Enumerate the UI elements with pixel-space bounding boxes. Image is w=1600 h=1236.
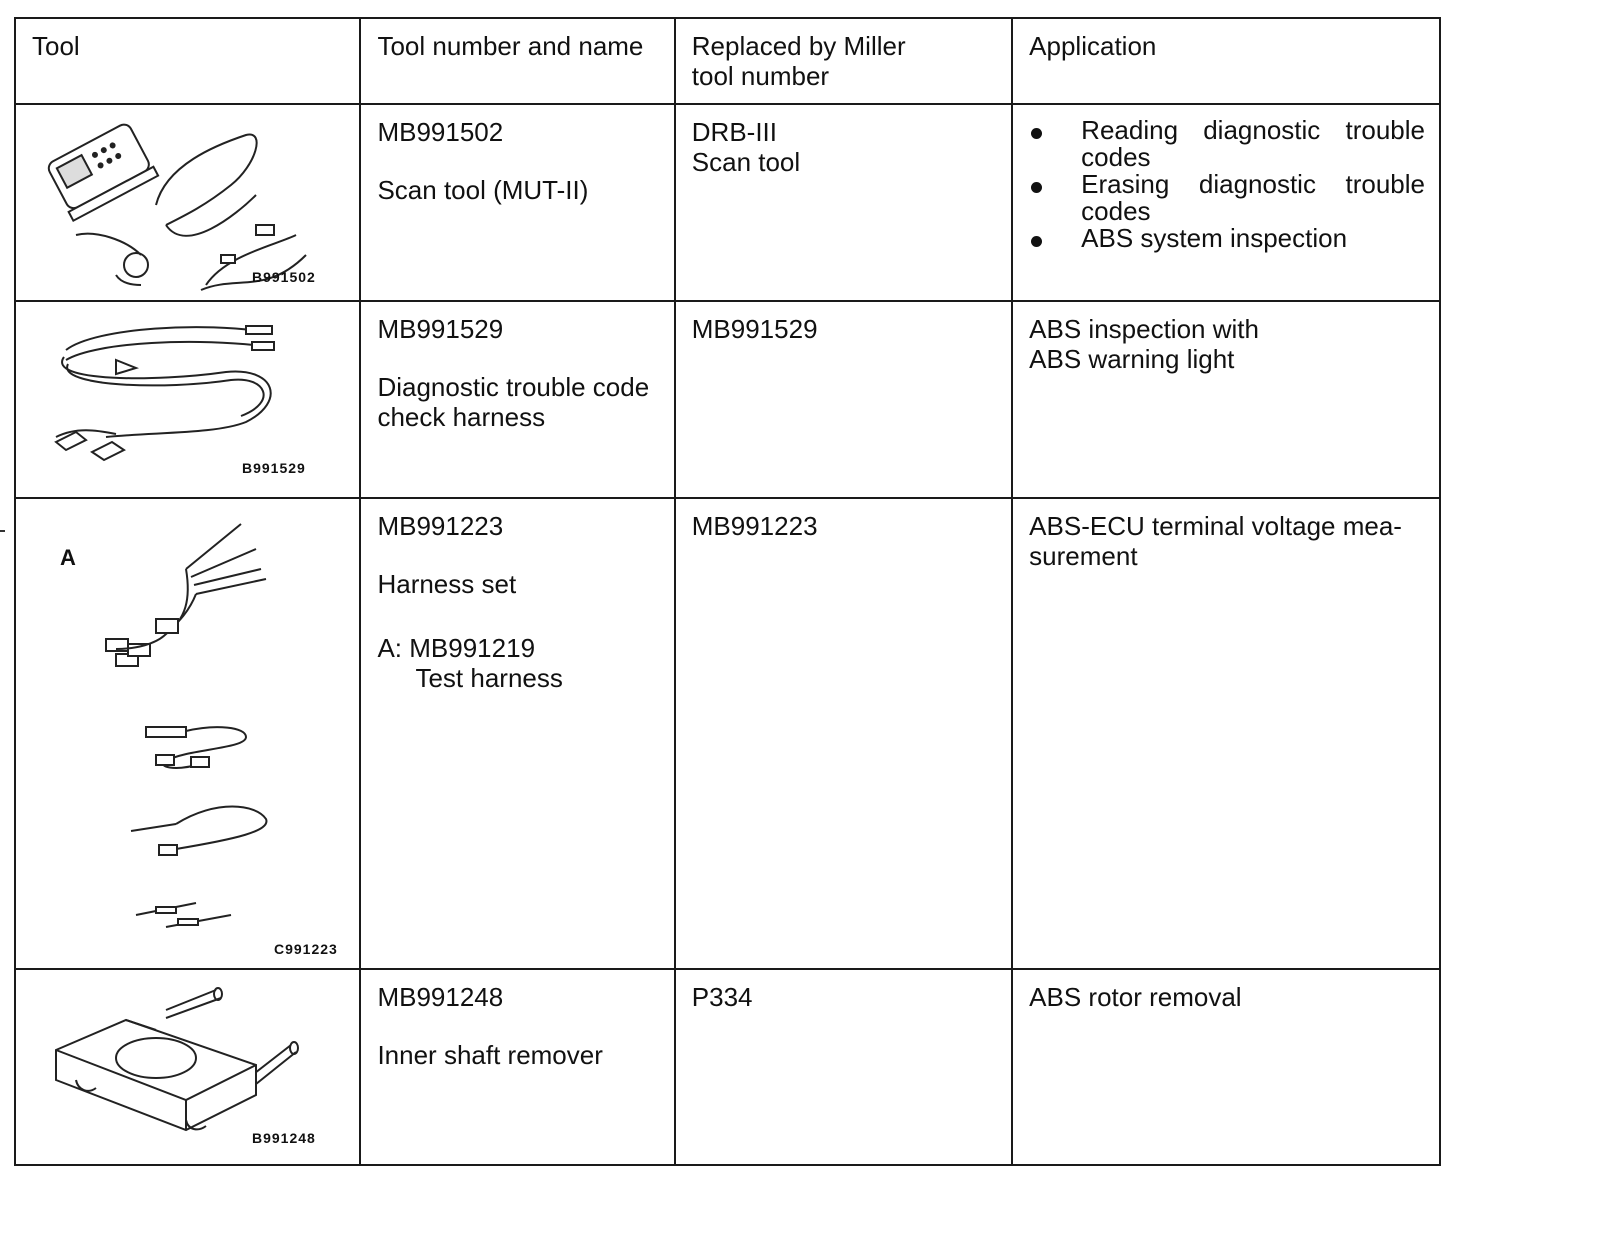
tool-image-code: C991223 — [274, 941, 338, 957]
replaced-line-2: Scan tool — [691, 147, 801, 177]
tool-number-cell — [360, 498, 674, 969]
application-cell — [1012, 301, 1440, 498]
application-line-1: ABS-ECU terminal voltage mea- — [1029, 511, 1402, 541]
tool-name: Harness set — [377, 569, 517, 599]
special-tools-table — [14, 17, 1441, 1166]
margin-tick — [0, 530, 5, 532]
list-item: Reading diagnostic trouble codes — [1029, 117, 1425, 171]
tool-name-line-2: check harness — [377, 402, 546, 432]
replaced-tool-number: MB991223 — [691, 511, 818, 541]
replaced-line-1: DRB-III — [691, 117, 777, 147]
header-replaced-line-2: tool number — [691, 61, 830, 91]
tool-image-cell — [15, 104, 360, 301]
image-part-label: A — [60, 545, 77, 570]
replaced-by-cell — [675, 104, 1012, 301]
table-row — [15, 498, 1440, 969]
tool-image-code: B991529 — [242, 460, 306, 476]
header-replaced-line-1: Replaced by Miller — [691, 31, 906, 61]
application-cell — [1012, 969, 1440, 1165]
replaced-by-cell — [675, 498, 1012, 969]
header-tool-number-and-name: Tool number and name — [360, 18, 674, 104]
tool-name: Scan tool (MUT-II) — [377, 175, 589, 205]
sub-item-name: Test harness — [415, 663, 563, 693]
list-item: ABS system inspection — [1029, 225, 1425, 252]
header-replaced-by-miller — [675, 18, 1012, 104]
tool-number: MB991529 — [377, 314, 504, 344]
tool-image-cell — [15, 969, 360, 1165]
application-line-2: surement — [1029, 541, 1138, 571]
tool-name: Inner shaft remover — [377, 1040, 603, 1070]
application-cell — [1012, 498, 1440, 969]
harness-set-illustration — [16, 499, 360, 968]
tool-number-cell — [360, 104, 674, 301]
application-cell — [1012, 104, 1440, 301]
tool-image-cell — [15, 301, 360, 498]
sub-item — [377, 633, 659, 663]
header-tool: Tool — [15, 18, 360, 104]
bullet-dot — [1031, 236, 1042, 247]
replaced-tool-number: P334 — [691, 982, 753, 1012]
bullet-dot — [1031, 128, 1042, 139]
tool-number-cell — [360, 969, 674, 1165]
list-item: Erasing diagnostic trouble codes — [1029, 171, 1425, 225]
replaced-tool-number: MB991529 — [691, 314, 818, 344]
tool-image-code: B991248 — [252, 1130, 316, 1146]
replaced-by-cell — [675, 969, 1012, 1165]
tool-number: MB991223 — [377, 511, 504, 541]
tool-name-line-1: Diagnostic trouble code — [377, 372, 650, 402]
header-application: Application — [1012, 18, 1440, 104]
application-line-1: ABS inspection with — [1029, 314, 1259, 344]
bullet-dot — [1031, 182, 1042, 193]
table-row — [15, 104, 1440, 301]
application-bullet-list — [1029, 117, 1425, 252]
tool-image-cell — [15, 498, 360, 969]
tool-number: MB991502 — [377, 117, 504, 147]
replaced-by-cell — [675, 301, 1012, 498]
table-header-row — [15, 18, 1440, 104]
tool-image-code: B991502 — [252, 269, 316, 285]
sub-item-prefix: A: — [377, 633, 403, 663]
table-row — [15, 969, 1440, 1165]
tool-number: MB991248 — [377, 982, 504, 1012]
sub-item-number: MB991219 — [409, 633, 536, 663]
tool-number-cell — [360, 301, 674, 498]
table-row — [15, 301, 1440, 498]
application-line-2: ABS warning light — [1029, 344, 1235, 374]
check-harness-illustration — [16, 302, 360, 497]
application-text: ABS rotor removal — [1029, 982, 1242, 1012]
